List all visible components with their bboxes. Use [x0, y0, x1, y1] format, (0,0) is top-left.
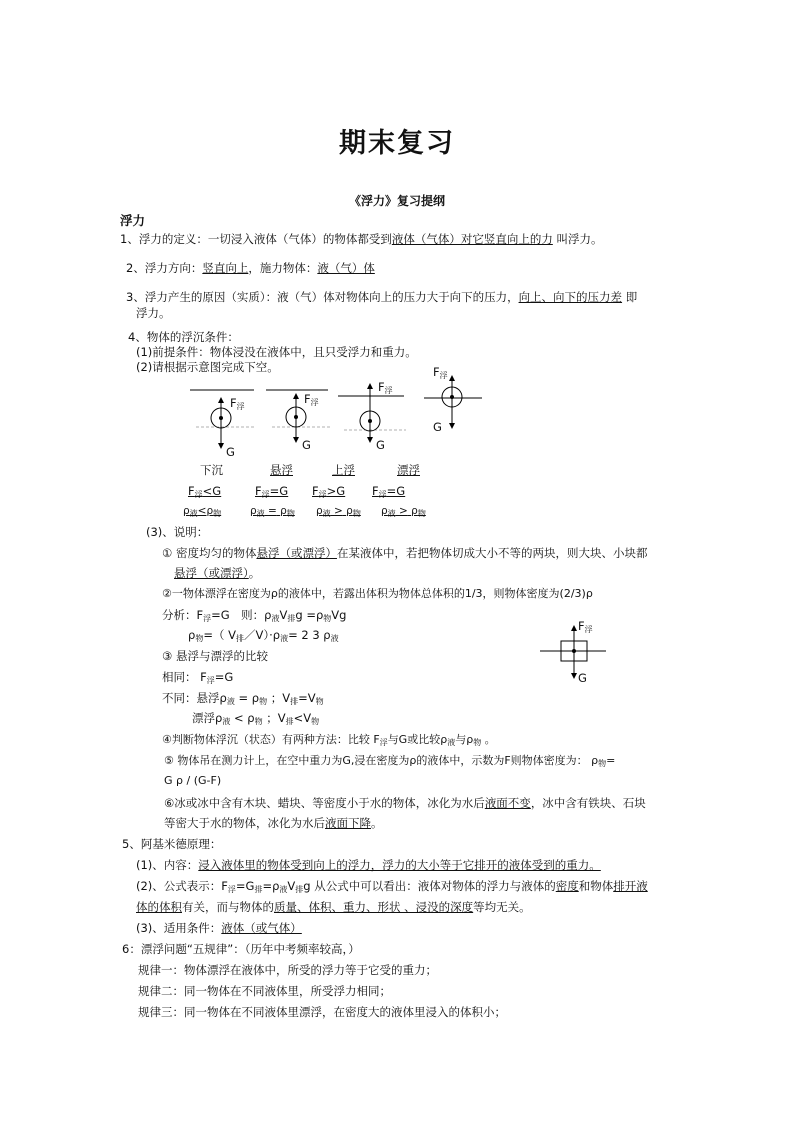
- dens-rise: $\rho_液 > \rho_物$: [316, 505, 361, 518]
- item-4-l1: (1)前提条件：物体浸没在液体中，且只受浮力和重力。: [136, 345, 417, 359]
- item-4-head: 4、物体的浮沉条件：: [128, 330, 239, 344]
- expl-2: ②一物体漂浮在密度为ρ的液体中，若露出体积为物体总体积的1/3，则物体密度为(2/3)ρ: [162, 587, 593, 600]
- expl-6-cont: 等密大于水的物体，冰化为水后液面下降。: [164, 816, 383, 830]
- item-5-l1: (1)、内容：浸入液体里的物体受到向上的浮力，浮力的大小等于它排开的液体受到的重力。: [136, 858, 601, 872]
- label-g-4: G: [433, 420, 442, 434]
- expl-3-same: 相同： $F_浮=G$: [162, 670, 234, 685]
- item-3-cont: 浮力。: [136, 306, 171, 320]
- label-f-5: $F_浮$: [578, 619, 593, 634]
- item-3: 3、浮力产生的原因（实质）：液（气）体对物体向上的压力大于向下的压力，向上、向下的压力差 即: [126, 290, 638, 304]
- label-f-3: $F_浮$: [378, 380, 393, 395]
- item-1: 1、浮力的定义：一切浸入液体（气体）的物体都受到液体（气体）对它竖直向上的力 叫浮力。: [120, 232, 603, 246]
- item-5-head: 5、阿基米德原理：: [122, 837, 222, 851]
- expl-3-diff-suspend: 不同：悬浮$\rho_液 = \rho_物$ ；$V_排=V_物$: [162, 691, 324, 706]
- label-f-1: $F_浮$: [230, 396, 245, 411]
- expl-4: ④判断物体浮沉（状态）有两种方法：比较 $F_浮$与G或比较$\rho_液$与$\rho_物$ 。: [162, 733, 496, 747]
- rel-rise: $F_浮>G$: [312, 484, 346, 499]
- expl-1: ① 密度均匀的物体悬浮（或漂浮）在某液体中，若把物体切成大小不等的两块，则大块、小块都: [162, 546, 648, 560]
- rule-2: 规律二：同一物体在不同液体里，所受浮力相同；: [138, 984, 391, 998]
- dens-float: $\rho_液 > \rho_物$: [381, 505, 426, 518]
- item-5-l2: (2)、公式表示：$F_浮=G_排=\rho_液V_排g$ 从公式中可以看出：液体对物体的浮力与液体的密度和物体排开液: [136, 879, 648, 894]
- expl-2-analysis: 分析：$F_浮=G$ 则：$\rho_液V_排g =\rho_物Vg$: [162, 608, 347, 623]
- state-suspend: 悬浮: [270, 463, 293, 477]
- page-title: 期末复习: [339, 128, 455, 159]
- rule-3: 规律三：同一物体在不同液体里漂浮，在密度大的液体里浸入的体积小；: [138, 1005, 506, 1019]
- expl-5-cont: G ρ / (G-F): [164, 774, 222, 787]
- subtitle: 《浮力》复习提纲: [348, 194, 445, 208]
- dens-sink: $\rho_液<\rho_物$: [183, 505, 222, 518]
- label-g-5: G: [578, 671, 587, 685]
- expl-2-result: $\rho_物=$（ $V_排/V)\cdot\rho_液= 2$ 3 $\rho_液$: [188, 628, 339, 643]
- item-6-head: 6：漂浮问题“五规律”：（历年中考频率较高，）: [122, 942, 360, 956]
- rel-float: $F_浮=G$: [372, 484, 406, 499]
- label-g-2: G: [302, 438, 311, 452]
- item-4-l2: (2)请根据示意图完成下空。: [136, 360, 279, 374]
- diagram-float-square: [540, 628, 606, 676]
- rel-sink: $F_浮<G$: [188, 484, 222, 499]
- item-2: 2、浮力方向：竖直向上，施力物体：液（气）体: [126, 261, 375, 275]
- expl-1-cont: 悬浮（或漂浮）。: [174, 566, 261, 580]
- expl-6: ⑥冰或冰中含有木块、蜡块、等密度小于水的物体，冰化为水后液面不变，冰中含有铁块、石块: [164, 796, 646, 810]
- diagram-suspend: [266, 390, 330, 440]
- diagram-float: [424, 378, 482, 426]
- expl-3: ③ 悬浮与漂浮的比较: [162, 649, 268, 663]
- item-5-l3: (3)、适用条件：液体（或气体）: [136, 921, 302, 935]
- expl-5: ⑤ 物体吊在测力计上，在空中重力为G,浸在密度为ρ的液体中，示数为F则物体密度为： $\rho_物=$: [164, 754, 616, 768]
- expl-3-diff-float: 漂浮$\rho_液 < \rho_物$ ；$V_排<V_物$: [192, 711, 320, 726]
- item-5-l2-cont: 体的体积有关，而与物体的质量、体积、重力、形状 、浸没的深度等均无关。: [136, 900, 531, 914]
- diagram-rise: [338, 386, 406, 440]
- rule-1: 规律一：物体漂浮在液体中，所受的浮力等于它受的重力；: [138, 963, 437, 977]
- section-heading: 浮力: [120, 213, 146, 228]
- state-rise: 上浮: [332, 463, 355, 477]
- state-float: 漂浮: [397, 463, 420, 477]
- dens-suspend: $\rho_液 = \rho_物$: [250, 505, 295, 518]
- state-sink: 下沉: [200, 463, 223, 477]
- label-f-4: $F_浮$: [433, 365, 448, 380]
- expl-head: (3)、说明：: [146, 525, 209, 539]
- label-f-2: $F_浮$: [304, 392, 319, 407]
- label-g-1: G: [226, 445, 235, 459]
- label-g-3: G: [376, 438, 385, 452]
- diagram-sink: [190, 390, 256, 446]
- rel-suspend: $F_浮=G$: [255, 484, 289, 499]
